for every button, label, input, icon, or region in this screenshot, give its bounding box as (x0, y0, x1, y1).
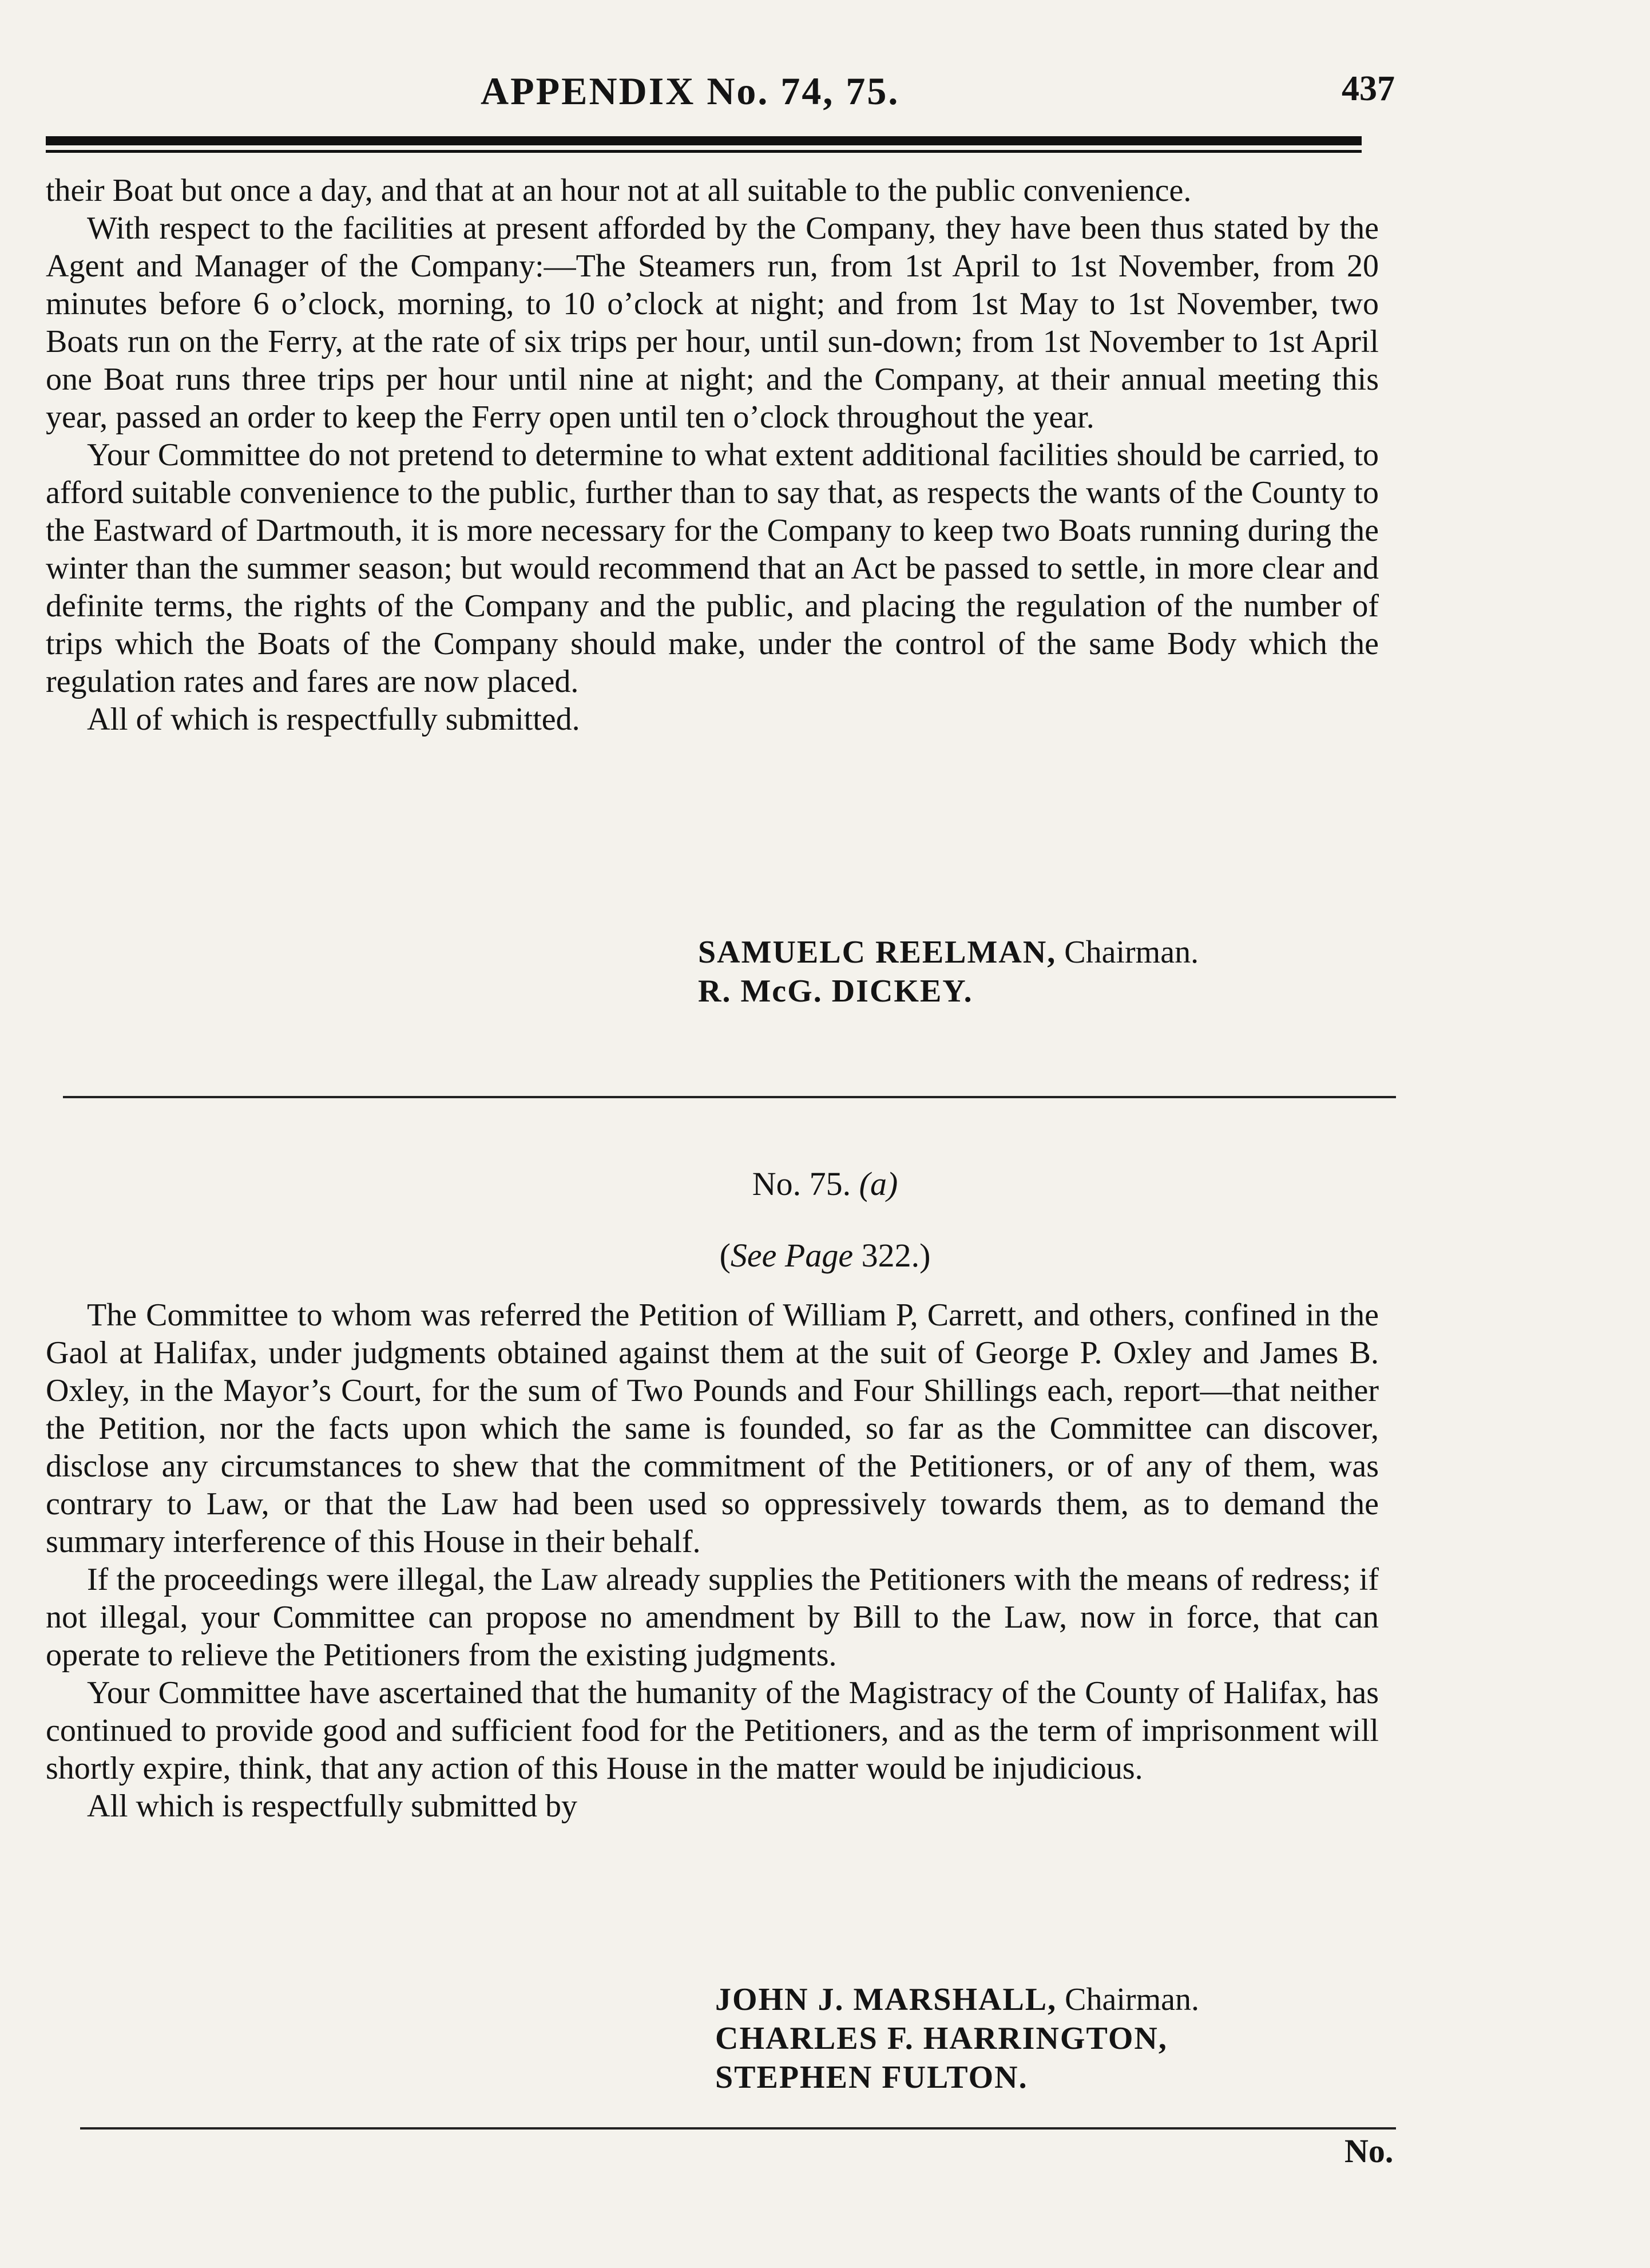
signatory-name: SAMUELC REELMAN, (698, 935, 1057, 970)
section-divider (63, 1096, 1396, 1098)
signature-line (698, 933, 1199, 972)
reference-page: 322. (861, 1237, 920, 1274)
signatory-name: CHARLES F. HARRINGTON, (715, 2021, 1168, 2056)
section-75-heading (0, 1165, 1650, 1203)
reference-label: See Page (730, 1237, 854, 1274)
signatory-name: STEPHEN FULTON. (715, 2060, 1028, 2095)
paragraph: If the proceedings were illegal, the Law already supplies the Petitioners with the means of redress; if not illegal, your Committee can propose no amendment by Bill to the Law, now in force, that can operate to relieve the Petitioners from the existing judgments. (46, 1562, 1379, 1673)
section-75-body (46, 1296, 1379, 1825)
section-number: No. 75. (752, 1165, 851, 1202)
signatory-role: Chairman. (1065, 1982, 1199, 2017)
running-title: APPENDIX No. 74, 75. (481, 69, 900, 113)
running-head (0, 69, 1650, 120)
signature-line (715, 1980, 1199, 2019)
header-rule-thick (46, 136, 1362, 145)
section-74-signatures (698, 933, 1199, 1011)
signature-line (715, 2019, 1199, 2058)
signatory-name: JOHN J. MARSHALL, (715, 1982, 1057, 2017)
paragraph: Your Committee have ascertained that the humanity of the Magistracy of the County of Halifax, has continued to provide good and sufficient food for the Petitioners, and as the term of imprisonment will shortly expire, think, that any action of this House in the matter would be injudicious. (46, 1675, 1379, 1786)
signatory-role: Chairman. (1064, 935, 1199, 970)
reference-open-paren: ( (719, 1237, 731, 1274)
paragraph: With respect to the facilities at present afforded by the Company, they have been thus stated by the Agent and Manager of the Company:—The Steamers run, from 1st April to 1st November, from 20 minutes before 6 o’clock, morning, to 10 o’clock at night; and from 1st May to 1st November, two Boats run on the Ferry, at the rate of six trips per hour, until sun-down; from 1st November to 1st April one Boat runs three trips per hour until nine at night; and the Company, at their annual meeting this year, passed an order to keep the Ferry open until ten o’clock throughout the year. (46, 211, 1379, 435)
signature-line (698, 972, 1199, 1011)
paragraph: Your Committee do not pretend to determine to what extent additional facilities should be carried, to afford suitable convenience to the public, further than to say that, as respects the wants of the County to the Eastward of Dartmouth, it is more necessary for the Company to keep two Boats running during the winter than the summer season; but would recommend that an Act be passed to settle, in more clear and definite terms, the rights of the Company and the public, and placing the regulation of the number of trips which the Boats of the Company should make, under the control of the same Body which the regulation rates and fares are now placed. (46, 437, 1379, 699)
footer-rule (80, 2127, 1396, 2130)
signature-line (715, 2058, 1199, 2097)
paragraph: All of which is respectfully submitted. (87, 702, 580, 737)
reference-close-paren: ) (919, 1237, 931, 1274)
paragraph: their Boat but once a day, and that at an hour not at all suitable to the public convenience. (46, 173, 1192, 208)
header-rule-thin (46, 150, 1362, 153)
signatory-name: R. McG. DICKEY. (698, 973, 973, 1009)
catchword: No. (1344, 2132, 1394, 2170)
paragraph: All which is respectfully submitted by (87, 1788, 577, 1824)
paragraph: The Committee to whom was referred the Petition of William P, Carrett, and others, confined in the Gaol at Halifax, under judgments obtained against them at the suit of George P. Oxley and James B. Oxley, in the Mayor’s Court, for the sum of Two Pounds and Four Shillings each, report—that neither the Petition, nor the facts upon which the same is founded, so far as the Committee can discover, disclose any circumstances to shew that the commitment of the Petitioners, or of any of them, was contrary to Law, or that the Law had been used so oppressively towards them, as to demand the summary interference of this House in their behalf. (46, 1297, 1379, 1560)
page-number: 437 (1342, 69, 1395, 108)
section-75-signatures (715, 1980, 1199, 2097)
section-75-page-reference (0, 1236, 1650, 1274)
section-letter: (a) (859, 1165, 898, 1202)
section-74-body (46, 172, 1379, 738)
